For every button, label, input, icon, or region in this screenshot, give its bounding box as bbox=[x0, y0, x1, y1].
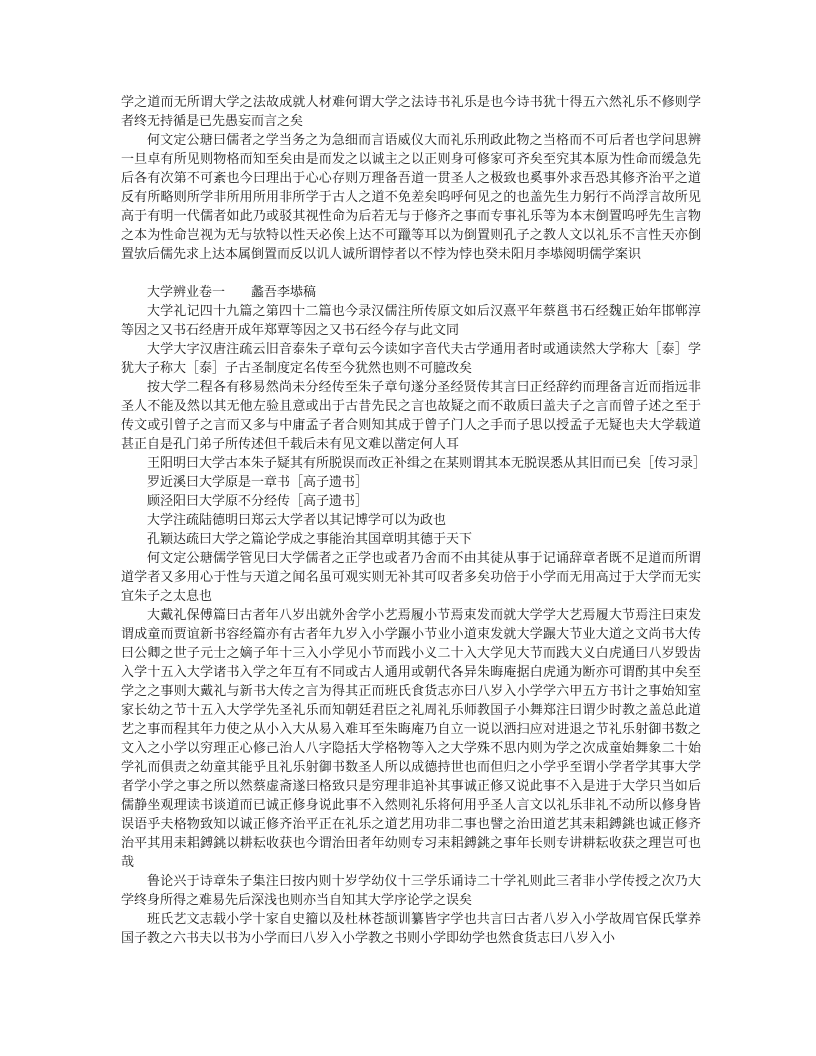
document-page bbox=[121, 93, 707, 948]
paragraph-ban-yiwenzhi: 班氏艺文志载小学十家自史籀以及杜林苍颉训纂皆字学也共言曰古者八岁入小学故周官保氏掌养国子教之六书夫以书为小学而曰八岁入小学教之书则小学即幼学也然食货志曰八岁入小 bbox=[121, 912, 701, 946]
paragraph-daxue-pronunciation: 大学大字汉唐注疏云旧音泰朱子章句云今读如字音代夫古学通用者时或通读然大学称大［泰］学犹大子称大［泰］子古圣制度定名传至今犹然也则不可臆改矣 bbox=[121, 342, 701, 376]
paragraph-lu-deming: 大学注疏陆德明曰郑云大学者以其记博学可以为政也 bbox=[147, 513, 447, 528]
paragraph-cheng-zhu-revision: 按大学二程各有移易然尚未分经传至朱子章句遂分圣经贤传其言曰正经辞约而理备言近而指远非圣人不能及然以其无他左验且意或出于古昔先民之言也故疑之而不敢质曰盖夫子之言而曾子述之至于传文或引曾子之言而又多与中庸孟子者合则知其成于曾子门人之手而子思以授孟子无疑也夫大学载道甚正自是孔门弟子所传述但千载后未有见文难以凿定何人耳 bbox=[121, 380, 701, 452]
paragraph-daxue-liji: 大学礼记四十九篇之第四十二篇也今录汉儒注所传原文如后汉熹平年蔡邕书石经魏正始年邯郸淳等因之又书石经唐开成年郑覃等因之又书石经今存与此文同 bbox=[121, 304, 701, 338]
paragraph-he-wending-note: 何文定公瑭曰儒者之学当务之为急细而言语威仪大而礼乐刑政此物之当格而不可后者也学问思辨一旦卓有所见则物格而知至矣由是而发之以诚主之以正则身可修家可齐矣至究其本原为性命而缓急先后各有次第不可紊也今曰理出于心心存则万理备吾道一贯圣人之极致也奚事外求吾恐其修齐治平之道反有所略则所学非所用所用非所学于古人之道不免差矣呜呼何见之的也盖先生力躬行不尚浮言故所见高于有明一代儒者如此乃或驳其视性命为后若无与于修齐之事而专事礼乐等为本末倒置呜呼先生言物之本为性命岂视为无与欤特以性天必俟上达不可躐等耳以为倒置则孔子之教人文以礼乐不言性天亦倒置欤后儒先求上达本属倒置而反以讥人诚所谓悖者以不悖为悖也癸未阳月李塨阅明儒学案识 bbox=[121, 133, 701, 262]
volume-title: 大学辨业卷一 蠡吾李塨稿 bbox=[147, 285, 317, 300]
paragraph-kong-yingda: 孔颖达疏曰大学之篇论学成之事能治其国章明其德于天下 bbox=[147, 532, 473, 547]
paragraph-spacer bbox=[121, 264, 701, 283]
paragraph-lunyu-note: 鲁论兴于诗章朱子集注曰按内则十岁学幼仪十三学乐诵诗二十学礼则此三者非小学传授之次乃大学终身所得之难易先后深浅也则亦当自知其大学序论学之误矣 bbox=[121, 874, 701, 908]
paragraph-ruxue-guanjian: 何文定公瑭儒学管见曰大学儒者之正学也或者乃舍而不由其徒从事于记诵辞章者既不足道而所谓道学者又多用心于性与天道之闻名虽可观实则无补其可叹者多矣功倍于小学而无用高过于大学而无实宜朱子之太息也 bbox=[121, 551, 701, 604]
paragraph-luo-jinxi: 罗近溪曰大学原是一章书［高子遗书］ bbox=[147, 475, 369, 490]
paragraph-gu-jingyang: 顾泾阳曰大学原不分经传［高子遗书］ bbox=[147, 494, 369, 509]
paragraph-wang-yangming: 王阳明曰大学古本朱子疑其有所脱误而改正补缉之在某则谓其本无脱误悉从其旧而已矣［传习录］ bbox=[147, 456, 707, 471]
paragraph-dadai-liji: 大戴礼保傅篇曰古者年八岁出就外舍学小艺焉履小节焉束发而就大学学大艺焉履大节焉注曰束发谓成童而贾谊新书容经篇亦有古者年九岁入小学蹍小节业小道束发就大学蹍大节业大道之文尚书大传曰公卿之世子元士之嫡子年十三入小学见小节而践小义二十入大学见大节而践大义白虎通曰八岁毁齿入学十五入大学诸书入学之年互有不同或古人通用或朝代各异朱晦庵据白虎通为断亦可谓酌其中矣至学之之事则大戴礼与新书大传之言为得其正而班氏食货志亦曰八岁入小学学六甲五方书计之事始知室家长幼之节十五入大学学先圣礼乐而知朝廷君臣之礼周礼乐师教国子小舞郑注曰谓少时教之盖总此道艺之事而程其年力使之从小入大从易入难耳至朱晦庵乃自立一说以洒扫应对进退之节礼乐射御书数之文入之小学以穷理正心修己治人八字隐括大学格物等入之大学殊不思内则为学之次成童始舞象二十始学礼而俱责之幼童其能乎且礼乐射御书数圣人所以成德持世也而但归之小学乎至谓小学者学其事大学者学小学之事之所以然蔡虚斋遂曰格致只是穷理非追补其事诚正修又说此事不入是进于大学只当如后儒静坐观理读书谈道而已诚正修身说此事不入然则礼乐将何用乎圣人言文以礼乐非礼不动所以修身皆误语乎夫格物致知以诚正修齐治平正在礼乐之道艺用功非二事也譬之治田道艺其耒耜鎛銚也诚正修齐治平其用耒耜鎛銚以耕耘收获也今谓治田者年幼则专习耒耜鎛銚之事年长则专讲耕耘收获之理岂可也哉 bbox=[121, 608, 701, 870]
paragraph-intro-continuation: 学之道而无所谓大学之法故成就人材难何谓大学之法诗书礼乐是也今诗书犹十得五六然礼乐不修则学者终无持循是已先愚妄而言之矣 bbox=[121, 95, 701, 129]
